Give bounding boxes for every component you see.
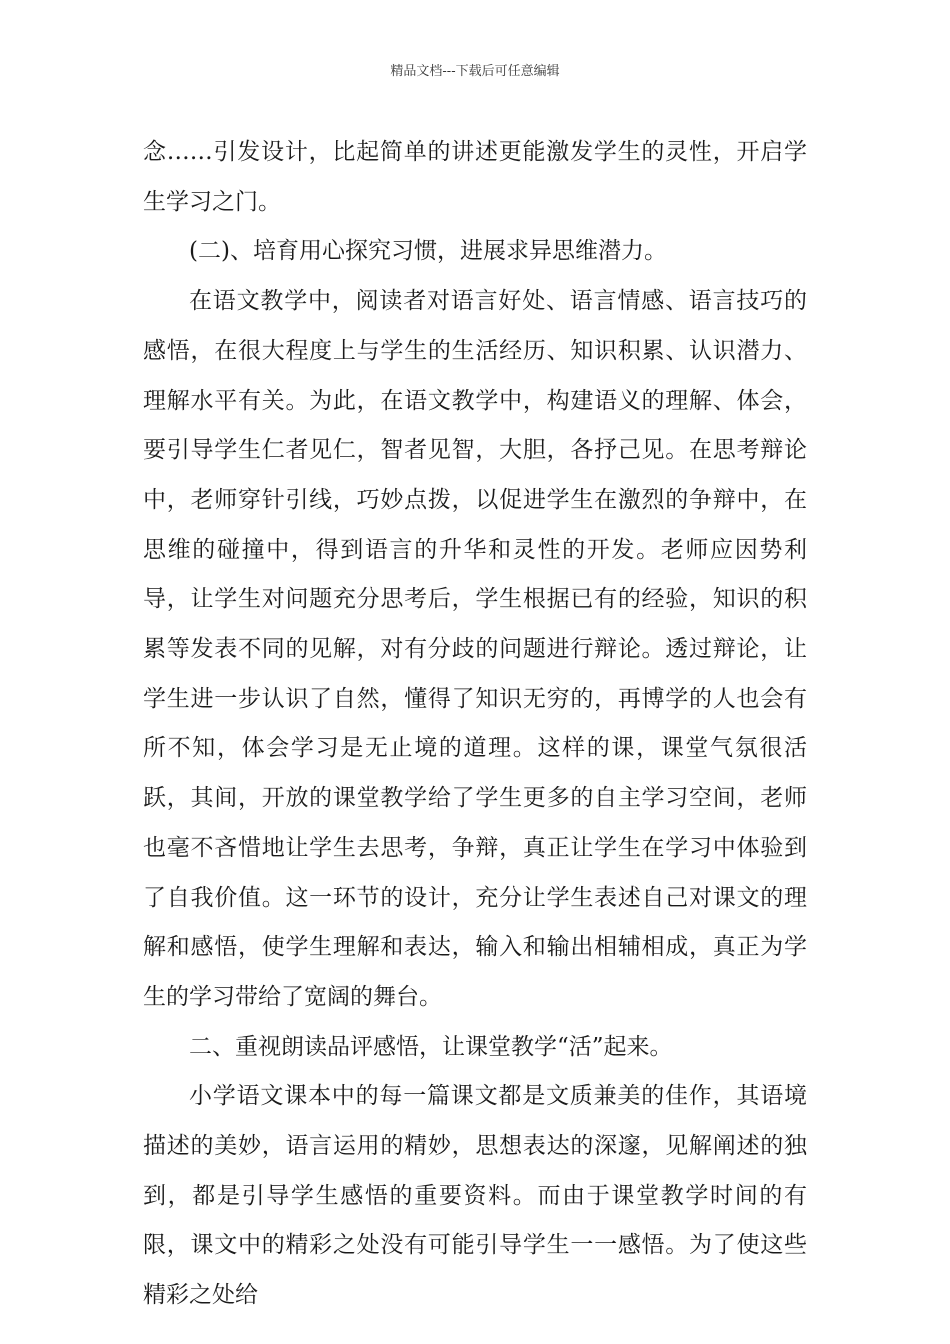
section-heading-2: (二)、培育用心探究习惯，进展求异思维潜力。: [189, 238, 667, 265]
paragraph: 小学语文课本中的每一篇课文都是文质兼美的佳作，其语境描述的美妙，语言运用的精妙，思想表达的深邃，见解阐述的独到，都是引导学生感悟的重要资料。而由于课堂教学时间的有限，课文中的精彩之处没有可能引导学生一一感悟。为了使这些精彩之处给: [143, 1083, 807, 1309]
page-header: 精品文档---下载后可任意编辑: [390, 64, 560, 79]
paragraph-continuation: 念……引发设计，比起简单的讲述更能激发学生的灵性，开启学生学习之门。: [143, 139, 807, 215]
section-heading-main-2: 二、重视朗读品评感悟，让课堂教学“活”起来。: [189, 1033, 673, 1060]
body-text: [143, 128, 807, 1321]
paragraph: 在语文教学中，阅读者对语言好处、语言情感、语言技巧的感悟，在很大程度上与学生的生活经历、知识积累、认识潜力、理解水平有关。为此，在语文教学中，构建语义的理解、体会，要引导学生仁者见仁，智者见智，大胆，各抒己见。在思考辩论中，老师穿针引线，巧妙点拨，以促进学生在激烈的争辩中，在思维的碰撞中，得到语言的升华和灵性的开发。老师应因势利导，让学生对问题充分思考后，学生根据已有的经验，知识的积累等发表不同的见解，对有分歧的问题进行辩论。透过辩论，让学生进一步认识了自然，懂得了知识无穷的，再博学的人也会有所不知，体会学习是无止境的道理。这样的课，课堂气氛很活跃，其间，开放的课堂教学给了学生更多的自主学习空间，老师也毫不吝惜地让学生去思考，争辩，真正让学生在学习中体验到了自我价值。这一环节的设计，充分让学生表述自己对课文的理解和感悟，使学生理解和表达，输入和输出相辅相成，真正为学生的学习带给了宽阔的舞台。: [143, 288, 807, 1010]
